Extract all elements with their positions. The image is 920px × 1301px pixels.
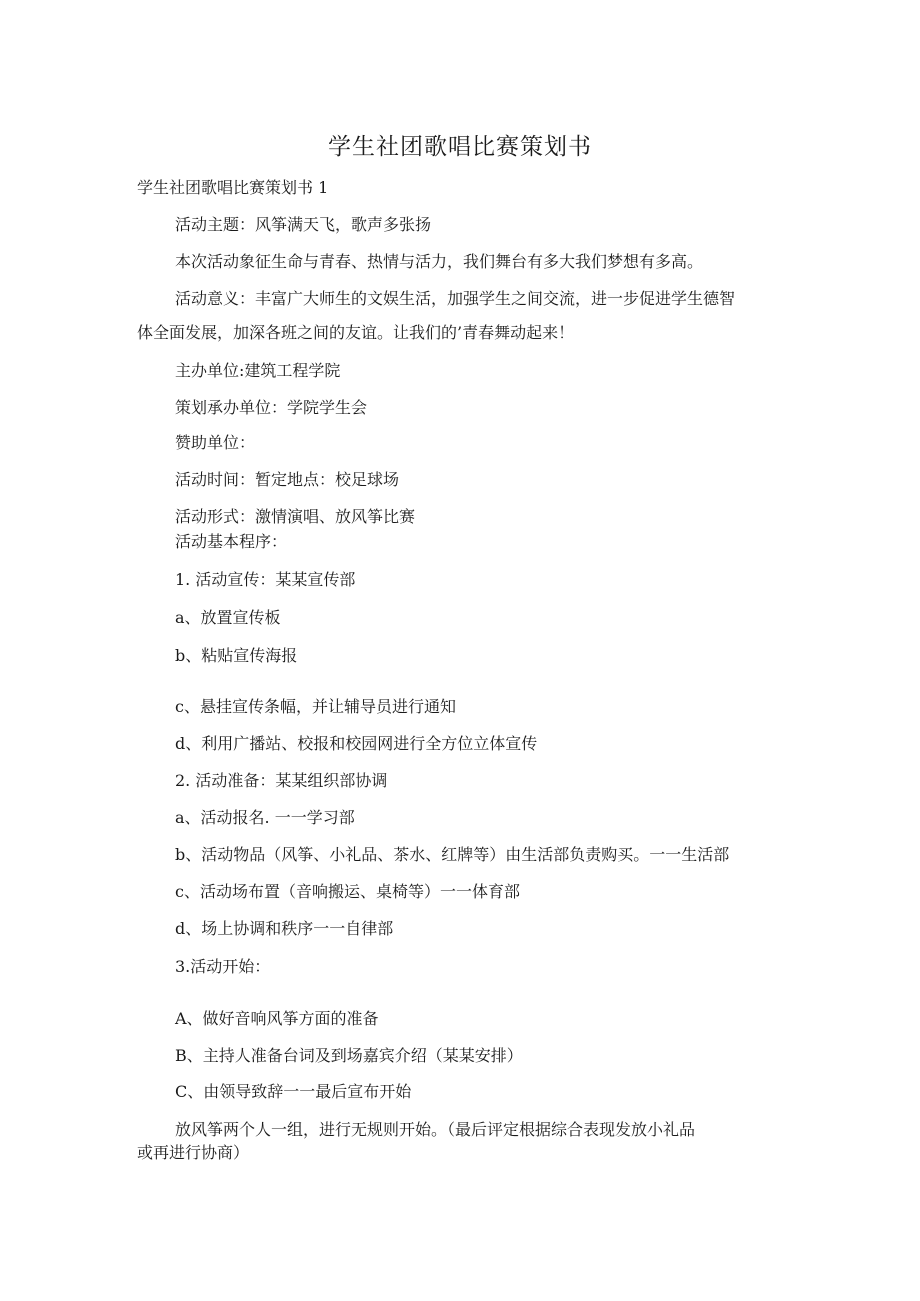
sponsor-unit: 赞助单位： bbox=[175, 433, 256, 452]
step-1-item-b: b、粘贴宣传海报 bbox=[175, 646, 298, 665]
step-3-item-b: B、主持人准备台词及到场嘉宾介绍（某某安排） bbox=[175, 1046, 523, 1065]
step-3-heading: 3.活动开始： bbox=[175, 957, 271, 976]
step-2-item-c: c、活动场布置（音响搬运、桌椅等）一一体育部 bbox=[175, 882, 520, 901]
activity-meaning-line-1: 活动意义：丰富广大师生的文娱生活，加强学生之间交流，进一步促进学生德智 bbox=[175, 289, 736, 308]
kite-rules-line-2: 或再进行协商） bbox=[137, 1143, 250, 1162]
activity-meaning-line-2: 体全面发展，加深各班之间的友谊。让我们的’青春舞动起来！ bbox=[137, 323, 575, 342]
host-unit: 主办单位:建筑工程学院 bbox=[175, 361, 341, 380]
organizer-unit: 策划承办单位：学院学生会 bbox=[175, 398, 368, 417]
step-2-item-b: b、活动物品（风筝、小礼品、茶水、红牌等）由生活部负责购买。一一生活部 bbox=[175, 845, 730, 864]
step-3-item-c: C、由领导致辞一一最后宣布开始 bbox=[175, 1082, 412, 1101]
step-3-item-a: A、做好音响风筝方面的准备 bbox=[175, 1009, 379, 1028]
step-1-heading: 1. 活动宣传：某某宣传部 bbox=[175, 570, 356, 589]
activity-form: 活动形式：激情演唱、放风筝比赛 bbox=[175, 507, 416, 526]
step-2-item-a: a、活动报名. 一一学习部 bbox=[175, 808, 355, 827]
document-title: 学生社团歌唱比赛策划书 bbox=[328, 134, 592, 160]
step-1-item-c: c、悬挂宣传条幅，并让辅导员进行通知 bbox=[175, 697, 456, 716]
kite-rules-line-1: 放风筝两个人一组，进行无规则开始。（最后评定根据综合表现发放小礼品 bbox=[175, 1120, 696, 1139]
step-1-item-a: a、放置宣传板 bbox=[175, 608, 281, 627]
activity-procedure-heading: 活动基本程序： bbox=[175, 532, 288, 551]
document-subtitle: 学生社团歌唱比赛策划书 1 bbox=[137, 178, 329, 197]
activity-symbol: 本次活动象征生命与青春、热情与活力，我们舞台有多大我们梦想有多高。 bbox=[175, 252, 704, 271]
activity-theme: 活动主题：风筝满天飞，歌声多张扬 bbox=[175, 215, 432, 234]
step-2-heading: 2. 活动准备：某某组织部协调 bbox=[175, 771, 388, 790]
step-1-item-d: d、利用广播站、校报和校园网进行全方位立体宣传 bbox=[175, 734, 538, 753]
activity-time-place: 活动时间：暂定地点：校足球场 bbox=[175, 470, 400, 489]
step-2-item-d: d、场上协调和秩序一一自律部 bbox=[175, 919, 394, 938]
